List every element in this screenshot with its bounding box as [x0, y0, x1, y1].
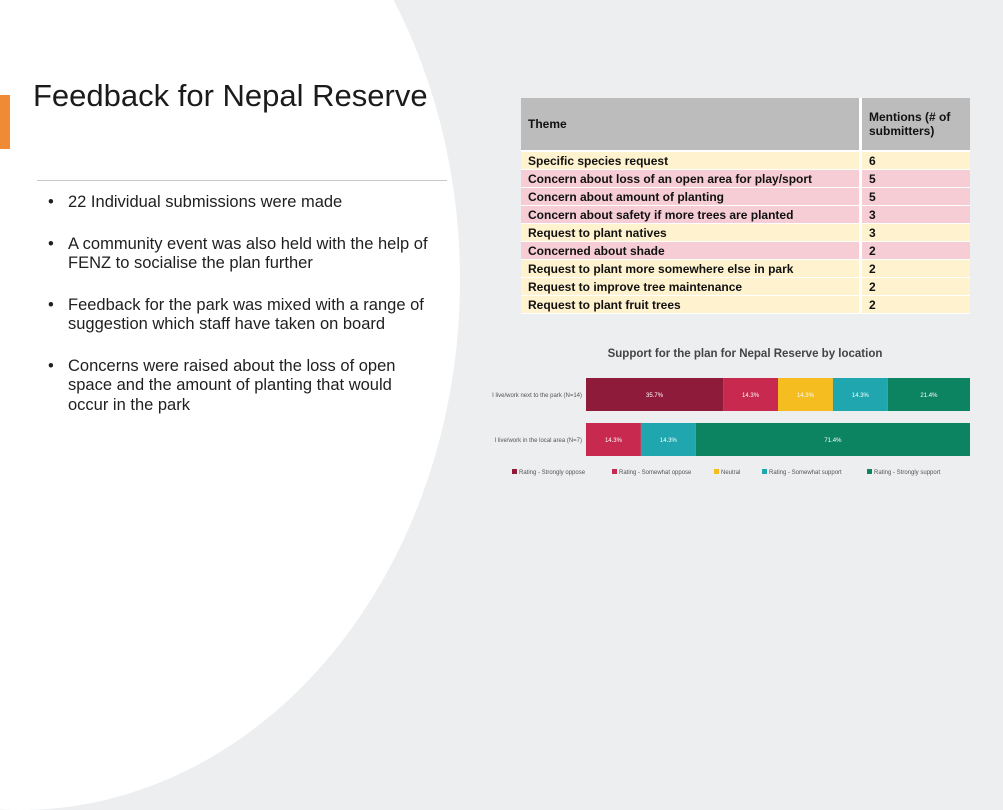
data-label: 14.3%: [659, 438, 677, 444]
data-label: 14.3%: [604, 438, 622, 444]
bullet-dot-icon: •: [48, 234, 54, 253]
mentions-cell: 5: [861, 188, 971, 206]
theme-cell: Request to plant fruit trees: [521, 296, 861, 314]
bullet-item: • Concerns were raised about the loss of open space and the amount of planting that would occur in the park: [48, 356, 396, 414]
bullet-dot-icon: •: [48, 356, 54, 375]
mentions-cell: 2: [861, 278, 971, 296]
mentions-cell: 6: [861, 151, 971, 170]
table-row: [521, 260, 970, 278]
table-row: [521, 296, 970, 314]
mentions-cell: 2: [861, 296, 971, 314]
theme-cell: Request to improve tree maintenance: [521, 278, 861, 296]
header-theme: Theme: [521, 98, 861, 151]
bullet-dot-icon: •: [48, 193, 54, 211]
category-label: I live/work next to the park (N=14): [492, 393, 582, 399]
legend-swatch: [867, 469, 872, 474]
mentions-cell: 5: [861, 170, 971, 188]
mentions-cell: 3: [861, 206, 971, 224]
legend-label: Rating - Somewhat support: [769, 470, 842, 476]
theme-cell: Specific species request: [521, 151, 861, 170]
table-row: [521, 206, 970, 224]
legend-label: Rating - Strongly support: [874, 470, 941, 476]
data-label: 71.4%: [824, 438, 842, 444]
legend-label: Rating - Somewhat oppose: [619, 470, 692, 476]
table-row: [521, 242, 970, 260]
legend-swatch: [762, 469, 767, 474]
data-label: 21.4%: [920, 393, 938, 399]
theme-cell: Request to plant natives: [521, 224, 861, 242]
data-label: 14.3%: [796, 393, 814, 399]
title-divider: [37, 180, 447, 181]
theme-cell: Concern about loss of an open area for play/sport: [521, 170, 861, 188]
theme-cell: Concerned about shade: [521, 242, 861, 260]
bullet-list: [40, 193, 435, 437]
table-row: [521, 224, 970, 242]
table-header-row: [521, 98, 970, 151]
theme-cell: Concern about amount of planting: [521, 188, 861, 206]
stacked-bar-chart: [470, 368, 980, 483]
theme-cell: Request to plant more somewhere else in park: [521, 260, 861, 278]
mentions-cell: 2: [861, 242, 971, 260]
legend-swatch: [612, 469, 617, 474]
legend-swatch: [512, 469, 517, 474]
bullet-item: • Feedback for the park was mixed with a range of suggestion which staff have taken on board: [48, 295, 424, 333]
bullet-dot-icon: •: [48, 295, 54, 314]
themes-table: [521, 98, 970, 314]
legend-swatch: [714, 469, 719, 474]
slide-title: Feedback for Nepal Reserve: [33, 78, 428, 113]
theme-cell: Concern about safety if more trees are planted: [521, 206, 861, 224]
data-label: 14.3%: [742, 393, 760, 399]
mentions-cell: 3: [861, 224, 971, 242]
legend-label: Neutral: [721, 470, 741, 476]
mentions-cell: 2: [861, 260, 971, 278]
table-row: [521, 188, 970, 206]
legend-label: Rating - Strongly oppose: [519, 470, 586, 476]
bullet-item: • 22 Individual submissions were made: [48, 193, 343, 211]
table-row: [521, 151, 970, 170]
chart-title: Support for the plan for Nepal Reserve by location: [607, 348, 883, 360]
category-label: I live/work in the local area (N=7): [494, 438, 582, 444]
data-label: 35.7%: [646, 393, 664, 399]
bullet-item: • A community event was also held with the help of FENZ to socialise the plan further: [48, 234, 428, 272]
title-accent-bar: [0, 95, 10, 149]
header-mentions: Mentions (# of submitters): [861, 98, 971, 151]
table-row: [521, 278, 970, 296]
table-row: [521, 170, 970, 188]
data-label: 14.3%: [851, 393, 869, 399]
